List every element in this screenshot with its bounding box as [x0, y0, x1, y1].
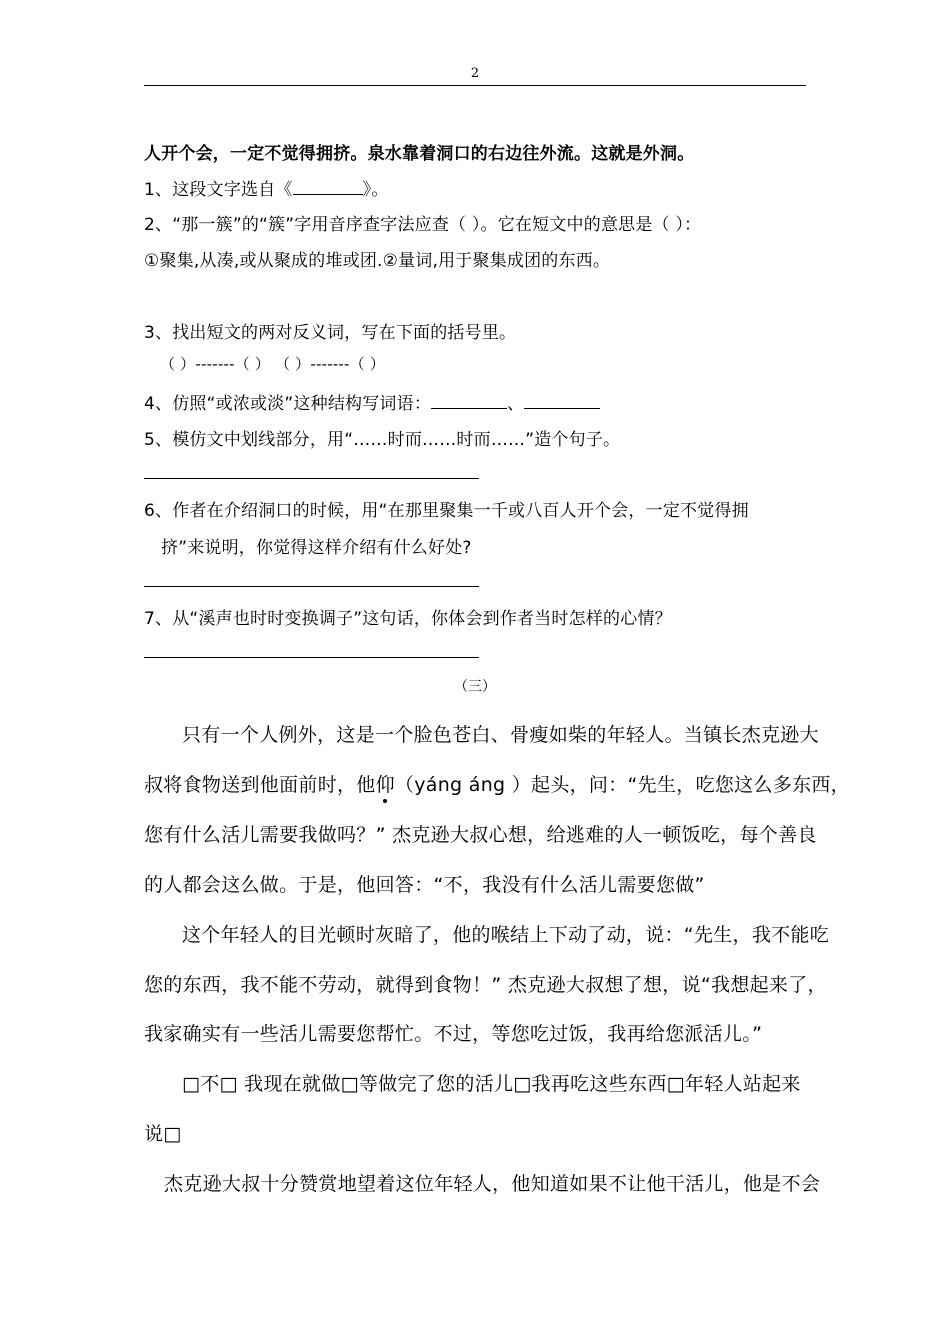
section-3-title: （三） — [454, 679, 496, 695]
question-4-blank-1[interactable] — [431, 394, 507, 409]
story-line-3: 您有什么活儿需要我做吗？” 杰克逊大叔心想，给逃难的人一顿饭吃，每个善良 — [144, 824, 817, 846]
passage-end-text: 人开个会，一定不觉得拥挤。泉水靠着洞口的右边往外流。这就是外洞。 — [144, 144, 695, 164]
story-line-9[interactable]: 说□ — [144, 1123, 182, 1145]
story-line-2 — [144, 770, 850, 797]
story-line-4: 的人都会这么做。于是，他回答：“不，我没有什么活儿需要您做” — [144, 874, 705, 896]
question-5-text: 5、模仿文中划线部分，用“……时而……时而……”造个句子。 — [144, 430, 621, 450]
story-line-2-part-1: 叔将食物送到他面前时，他 — [144, 774, 376, 796]
story-line-1: 只有一个人例外，这是一个脸色苍白、骨瘦如柴的年轻人。当镇长杰克逊大 — [182, 724, 819, 746]
question-4-blank-2[interactable] — [524, 394, 600, 409]
question-6-line-1: 6、作者在介绍洞口的时候，用“在那里聚集一千或八百人开个会，一定不觉得拥 — [144, 501, 749, 521]
header-rule — [144, 85, 806, 86]
page-number: 2 — [470, 66, 480, 81]
question-1 — [144, 175, 389, 200]
story-line-8-punctuation-exercise[interactable]: □不□ 我现在就做□等做完了您的活儿□我再吃这些东西□年轻人站起来 — [182, 1073, 801, 1095]
story-line-5: 这个年轻人的目光顿时灰暗了，他的喉结上下动了动，说：“先生，我不能吃 — [182, 924, 830, 946]
question-5-answer-line[interactable] — [144, 478, 479, 479]
question-1-text: 1、这段文字选自《 — [144, 180, 293, 200]
question-4 — [144, 389, 600, 414]
question-2-line-2: ①聚集,从凑,或从聚成的堆或团.②量词,用于聚集成团的东西。 — [144, 251, 611, 271]
story-line-2-part-2: （yáng áng ）起头，问：“先生，吃您这么多东西， — [394, 774, 850, 796]
question-2-line-1: 2、“那一簇”的“簇”字用音序查字法应查（ ）。它在短文中的意思是（ ）： — [144, 215, 702, 235]
story-line-7: 我家确实有一些活儿需要您帮忙。不过，等您吃过饭，我再给您派活儿。” — [144, 1023, 763, 1045]
question-1-blank[interactable] — [293, 180, 363, 195]
question-4-text: 4、仿照“或浓或淡”这种结构写词语： — [144, 394, 432, 414]
question-6-line-2: 挤”来说明，你觉得这样介绍有什么好处? — [161, 538, 472, 558]
story-line-10: 杰克逊大叔十分赞赏地望着这位年轻人，他知道如果不让他干活儿，他是不会 — [164, 1173, 821, 1195]
question-3-answer-pairs[interactable]: （ ）-------（ ） （ ）-------（ ） — [160, 355, 386, 373]
question-7-text: 7、从“溪声也时时变换调子”这句话，你体会到作者当时怎样的心情？ — [144, 609, 672, 629]
question-1-suffix: 》。 — [362, 180, 389, 200]
question-3-text: 3、找出短文的两对反义词，写在下面的括号里。 — [144, 323, 517, 343]
question-6-answer-line[interactable] — [144, 586, 479, 587]
question-4-separator: 、 — [507, 394, 525, 414]
dotted-character: 仰 — [376, 770, 395, 797]
story-line-6: 您的东西，我不能不劳动，就得到食物！” 杰克逊大叔想了想，说“我想起来了， — [144, 974, 827, 996]
question-7-answer-line[interactable] — [144, 657, 479, 658]
